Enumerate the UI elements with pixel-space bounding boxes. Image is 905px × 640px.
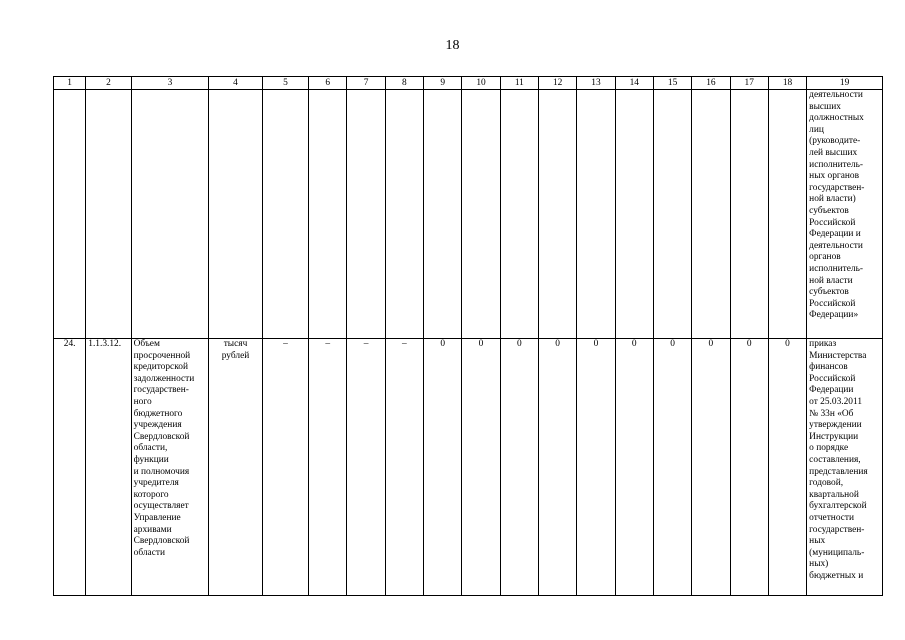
header-cell: 5	[262, 77, 308, 90]
header-cell: 8	[385, 77, 423, 90]
legal-basis-cell: деятельности высших должностных лиц (руководите- лей высших исполнитель- ных органов государствен- ной власти) субъектов Российской Федерации и деятельности органов исполнитель- ной власти субъектов Российской Федерации»	[807, 90, 883, 339]
unit-cell: тысяч рублей	[209, 339, 262, 596]
value-cell: 0	[538, 339, 576, 596]
table-cell	[462, 90, 500, 339]
table-cell	[615, 90, 653, 339]
table-cell	[131, 90, 209, 339]
header-cell: 11	[500, 77, 538, 90]
table-cell	[577, 90, 615, 339]
table-cell	[653, 90, 691, 339]
table-cell	[54, 90, 86, 339]
value-cell: 0	[462, 339, 500, 596]
table-cell	[86, 90, 131, 339]
table-cell	[424, 90, 462, 339]
header-cell: 17	[730, 77, 768, 90]
data-table	[53, 76, 883, 596]
header-cell: 2	[86, 77, 131, 90]
value-cell: 0	[424, 339, 462, 596]
value-cell: –	[309, 339, 347, 596]
header-cell: 3	[131, 77, 209, 90]
header-cell: 13	[577, 77, 615, 90]
table-cell	[385, 90, 423, 339]
table-row	[54, 90, 883, 339]
value-cell: 0	[730, 339, 768, 596]
row-number-cell: 24.	[54, 339, 86, 596]
value-cell: –	[262, 339, 308, 596]
header-cell: 6	[309, 77, 347, 90]
table-cell	[692, 90, 730, 339]
header-cell: 14	[615, 77, 653, 90]
header-cell: 18	[768, 77, 806, 90]
header-cell: 16	[692, 77, 730, 90]
header-cell: 4	[209, 77, 262, 90]
value-cell: 0	[692, 339, 730, 596]
table-cell	[347, 90, 385, 339]
value-cell: 0	[577, 339, 615, 596]
table-cell	[500, 90, 538, 339]
header-cell: 12	[538, 77, 576, 90]
value-cell: 0	[615, 339, 653, 596]
header-cell: 10	[462, 77, 500, 90]
table-cell	[262, 90, 308, 339]
table-cell	[209, 90, 262, 339]
table-cell	[730, 90, 768, 339]
table-row	[54, 339, 883, 596]
value-cell: 0	[653, 339, 691, 596]
header-cell: 7	[347, 77, 385, 90]
value-cell: 0	[500, 339, 538, 596]
header-cell: 9	[424, 77, 462, 90]
value-cell: 0	[768, 339, 806, 596]
page-number: 18	[445, 38, 460, 53]
header-cell: 15	[653, 77, 691, 90]
table-cell	[309, 90, 347, 339]
header-row	[54, 77, 883, 90]
legal-basis-cell: приказ Министерства финансов Российской Федерации от 25.03.2011 № 33н «Об утверждении Инструкции о порядке составления, представления годовой, квартальной бухгалтерской отчетности государствен- ных (муниципаль- ных) бюджетных и	[807, 339, 883, 596]
indicator-code-cell: 1.1.3.12.	[86, 339, 131, 596]
header-cell: 1	[54, 77, 86, 90]
indicator-name-cell: Объем просроченной кредиторской задолженности государствен- ного бюджетного учреждения Свердловской области, функции и полномочия учредителя которого осуществляет Управление архивами Свердловской области	[131, 339, 209, 596]
table-cell	[538, 90, 576, 339]
table-cell	[768, 90, 806, 339]
value-cell: –	[385, 339, 423, 596]
value-cell: –	[347, 339, 385, 596]
header-cell: 19	[807, 77, 883, 90]
